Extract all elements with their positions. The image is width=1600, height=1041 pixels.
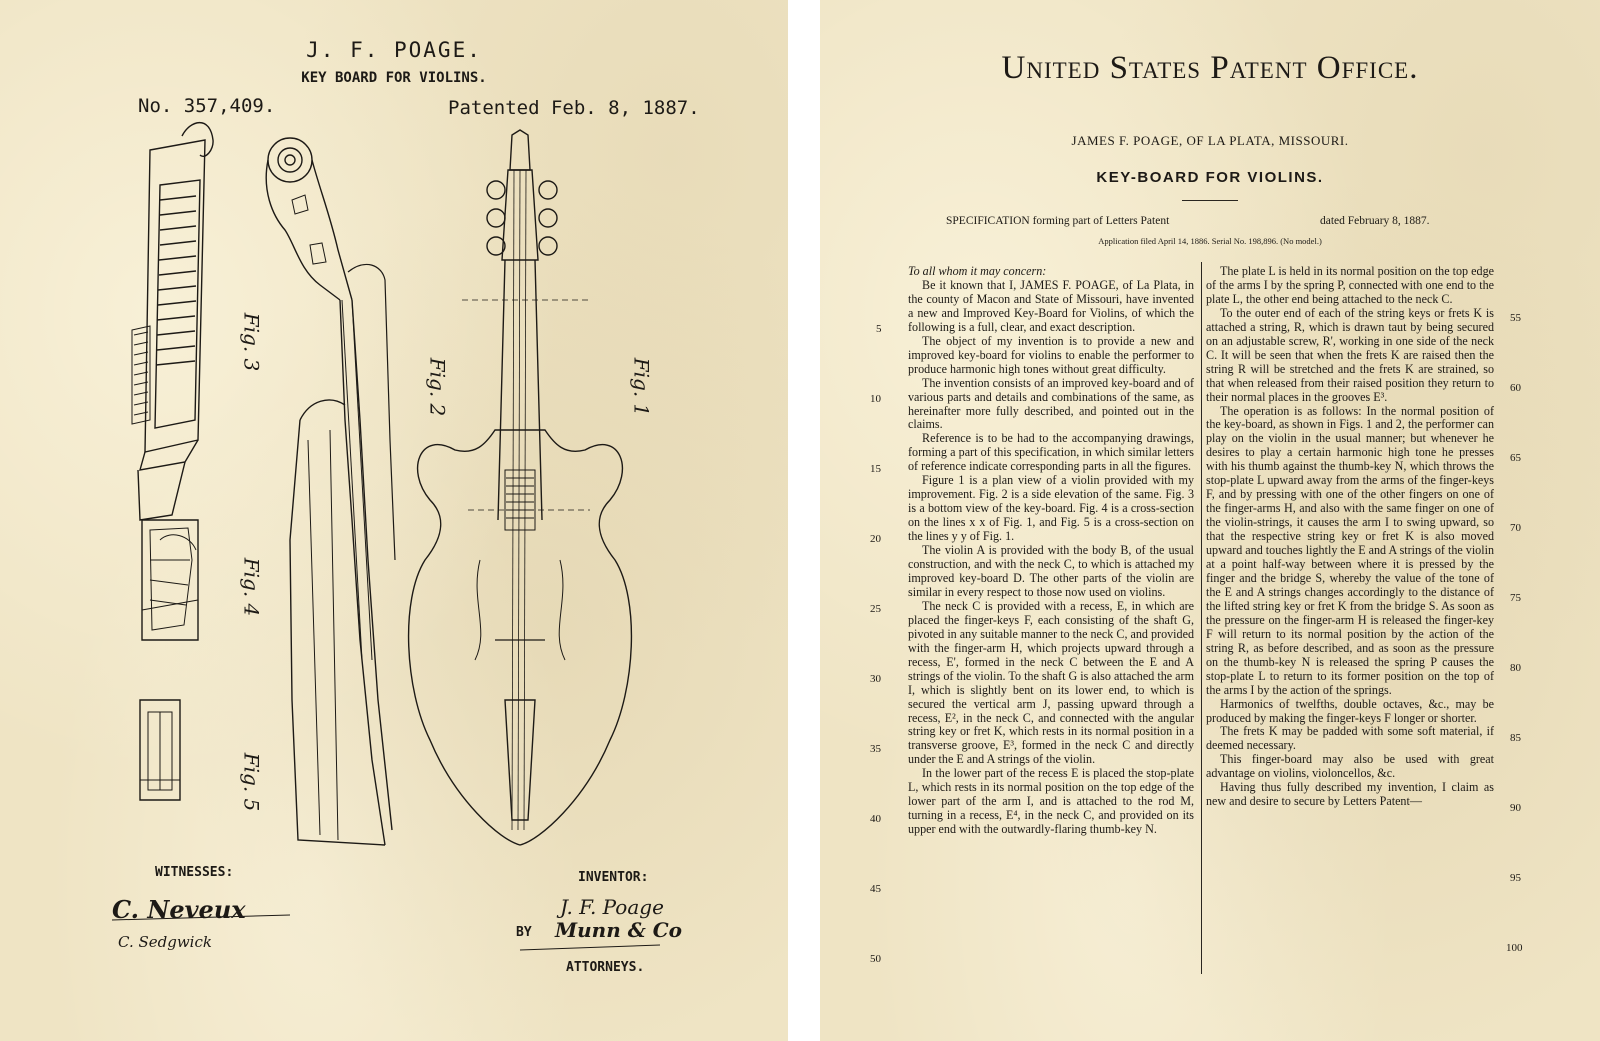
line-number: 25 xyxy=(870,603,881,615)
application-line: Application filed April 14, 1886. Serial No. 198,896. (No model.) xyxy=(1098,236,1322,246)
specification-sheet xyxy=(820,0,1600,1041)
fig4-cross-section xyxy=(142,520,198,640)
attorneys-label: ATTORNEYS. xyxy=(566,960,645,975)
paragraph: The plate L is held in its normal position on the top edge of the arms I by the spring P, connected with one end to the plate L, the other end being attached to the neck C. xyxy=(1206,264,1494,306)
line-number: 35 xyxy=(870,743,881,755)
invention-title: KEY-BOARD FOR VIOLINS. xyxy=(1096,169,1324,186)
column-divider xyxy=(1201,262,1202,974)
fig2-violin-side-view xyxy=(266,138,395,845)
paragraph: The frets K may be padded with some soft material, if deemed necessary. xyxy=(1206,724,1494,753)
patent-date: Patented Feb. 8, 1887. xyxy=(448,97,700,119)
witness-2-signature: C. Sedgwick xyxy=(118,933,212,951)
title-rule xyxy=(1182,200,1238,201)
line-number: 5 xyxy=(876,323,882,335)
drawing-sheet xyxy=(0,0,788,1041)
paragraph: The violin A is provided with the body B, of the usual construction, and with the neck C, to which is attached my improved key-board D. The other parts of the violin are similar in every respect to those now used on violins. xyxy=(908,543,1194,599)
fig1-violin-plan-view xyxy=(409,130,632,845)
specification-line: SPECIFICATION forming part of Letters Patent xyxy=(946,215,1170,227)
paragraph: In the lower part of the recess E is placed the stop-plate L, which rests in its normal position on the top edge of the lower part of the arm I, and is attached to the rod M, turning in a recess, E⁴, in the neck C, and provided on its upper end with the outwardly-flaring thumb-key N. xyxy=(908,766,1194,837)
line-number: 10 xyxy=(870,393,881,405)
line-number: 75 xyxy=(1510,592,1521,604)
line-number: 45 xyxy=(870,883,881,895)
line-number: 90 xyxy=(1510,802,1521,814)
fig3-keyboard-bottom-view xyxy=(132,123,213,520)
fig4-label: Fig. 4 xyxy=(239,557,264,617)
drawing-title: KEY BOARD FOR VIOLINS. xyxy=(301,70,487,86)
paragraph: Having thus fully described my invention, I claim as new and desire to secure by Letters Patent— xyxy=(1206,780,1494,809)
drawing-inventor-name: J. F. POAGE. xyxy=(306,38,482,62)
fig1-label: Fig. 1 xyxy=(629,357,654,417)
witnesses-label: WITNESSES: xyxy=(155,865,234,880)
paragraph: The object of my invention is to provide a new and improved key-board for violins to enable the performer to produce harmonic high tones without great difficulty. xyxy=(908,333,1194,376)
patent-number: No. 357,409. xyxy=(138,95,276,117)
paragraph: This finger-board may also be used with great advantage on violins, violoncellos, &c. xyxy=(1206,752,1494,781)
attorney-signature: Munn & Co xyxy=(555,918,683,942)
inventor-signature: J. F. Poage xyxy=(560,895,664,919)
inventor-label: INVENTOR: xyxy=(578,870,649,885)
paragraph: The neck C is provided with a recess, E, in which are placed the finger-keys F, each consisting of the shaft G, pivoted in any suitable manner to the neck C, and provided with the finger-arm H, which projects upward through a recess, E', formed in the neck C between the E and A strings of the violin. To the shaft G is also attached the arm I, which is slightly bent on its lower end, to which is secured the vertical arm J, passing upward through a recess, E², in the neck C, and connected with the angular string key or fret K, which rests in its normal position in a transverse groove, E³, formed in the neck C and directly under the E and A strings of the violin. xyxy=(908,598,1194,767)
fig3-label: Fig. 3 xyxy=(239,312,264,372)
by-label: BY xyxy=(516,925,532,940)
paragraph: Harmonics of twelfths, double octaves, &c., may be produced by making the finger-keys F longer or shorter. xyxy=(1206,696,1494,725)
line-number: 15 xyxy=(870,463,881,475)
line-number: 40 xyxy=(870,813,881,825)
text-column-left xyxy=(908,265,1194,837)
specification-date: dated February 8, 1887. xyxy=(1320,215,1430,227)
line-number: 55 xyxy=(1510,312,1521,324)
paragraph: To the outer end of each of the string keys or frets K is attached a string, R, which is drawn taut by being secured on an adjustable screw, R', working in one side of the neck C. It will be seen that when the frets K are raised then the string R will be stretched and the frets K are strained, so that when released from their raised position they return to their normal places in the grooves E³. xyxy=(1206,305,1494,404)
line-number: 30 xyxy=(870,673,881,685)
paragraph: Reference is to be had to the accompanying drawings, forming a part of this specification, in which similar letters of reference indicate corresponding parts in all the figures. xyxy=(908,431,1194,474)
inventor-line: JAMES F. POAGE, OF LA PLATA, MISSOURI. xyxy=(1071,133,1349,148)
line-number: 50 xyxy=(870,953,881,965)
fig5-label: Fig. 5 xyxy=(239,752,264,812)
fig5-cross-section xyxy=(140,700,180,800)
line-number: 100 xyxy=(1506,942,1523,954)
text-column-right xyxy=(1206,265,1494,809)
patent-drawing xyxy=(0,0,788,1041)
paragraph: The operation is as follows: In the normal position of the key-board, as shown in Figs. 1 and 2, the performer can play on the violin in the usual manner; but whenever he desires to play a certain harmonic high tone he presses with his thumb against the thumb-key N, which throws the stop-plate L upward away from the arms of the finger-keys F, and by pressing with one of the other fingers on one of the finger-arms H, and also with the same finger on one of the violin-strings, it causes the arm I to swing upward, so that the respective string key or fret K is also moved upward and touches lightly the E and A strings of the violin at a point half-way between where it is pressed by the finger and the bridge S, whereby the value of the tone of the E and A strings changes accordingly to the distance of the lifted string key or fret K from the bridge S. As soon as the pressure on the finger-arm H is released the finger-key F will return to its normal position by the action of the string R, as before described, and as soon as the pressure on the thumb-key N is released the spring P causes the stop-plate L to return to its former position on the top of the arms I by the action of the springs. xyxy=(1206,403,1494,697)
attorney-sig-line xyxy=(520,945,660,950)
line-number: 60 xyxy=(1510,382,1521,394)
paragraph: Be it known that I, JAMES F. POAGE, of La Plata, in the county of Macon and State of Missouri, have invented a new and Improved Key-Board for Violins, of which the following is a full, clear, and exact description. xyxy=(908,277,1194,334)
patent-office-heading: United States Patent Office. xyxy=(1001,50,1419,86)
fig2-label: Fig. 2 xyxy=(425,357,450,417)
line-number: 80 xyxy=(1510,662,1521,674)
line-number: 20 xyxy=(870,533,881,545)
line-number: 70 xyxy=(1510,522,1521,534)
witness-1-signature: C. Neveux xyxy=(112,895,246,924)
line-number: 95 xyxy=(1510,872,1521,884)
line-number: 85 xyxy=(1510,732,1521,744)
salutation: To all whom it may concern: xyxy=(908,264,1047,278)
paragraph: Figure 1 is a plan view of a violin provided with my improvement. Fig. 2 is a side elevation of the same. Fig. 3 is a bottom view of the key-board. Fig. 4 is a cross-section on the lines x x of Fig. 1, and Fig. 5 is a cross-section on the lines y y of Fig. 1. xyxy=(908,473,1194,544)
paragraph: The invention consists of an improved key-board and of various parts and details and combinations of the same, as hereinafter more fully described, and pointed out in the claims. xyxy=(908,375,1194,432)
line-number: 65 xyxy=(1510,452,1521,464)
